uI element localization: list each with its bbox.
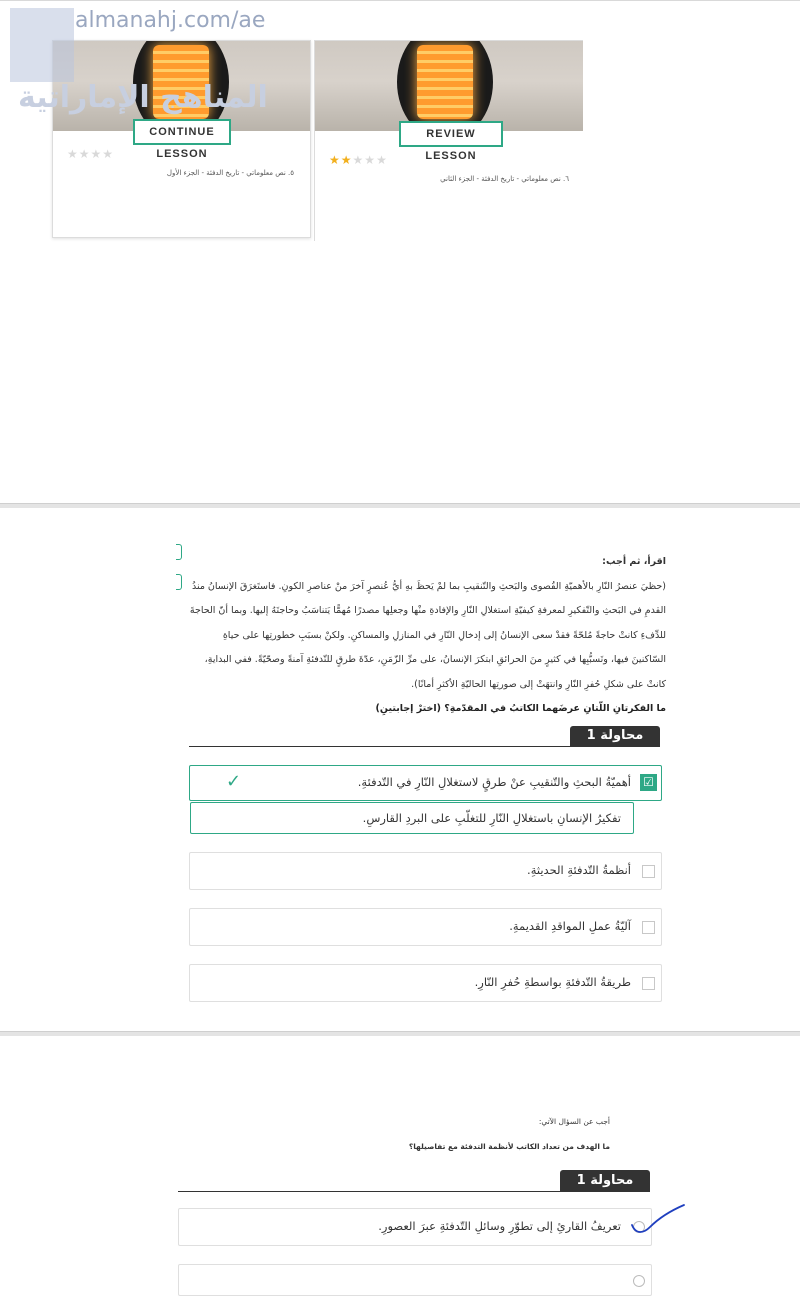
star-icon: ★ [67, 147, 79, 161]
watermark-logo [10, 8, 74, 82]
section-divider [0, 1031, 800, 1036]
option-label: أنظمةُ التّدفئةِ الحديثةِ. [527, 863, 631, 877]
attempt-tab: محاولة 1 [570, 726, 660, 746]
handwritten-mark-icon [630, 1203, 686, 1237]
lesson-subtitle: ٦. نص معلوماتي - تاريخ الدفئة - الجزء الثاني [440, 175, 569, 183]
option-4[interactable] [189, 908, 662, 946]
top-border [0, 0, 800, 1]
star-icon: ★ [340, 153, 353, 167]
option-label: آليّةُ عملِ المواقدِ القديمةِ. [509, 919, 631, 933]
lesson-thumbnail [315, 41, 583, 131]
heater-image [397, 41, 493, 131]
star-icon: ★ [376, 153, 388, 167]
radio-icon[interactable] [633, 1275, 645, 1287]
lesson-card-review[interactable] [314, 40, 583, 241]
checkbox-icon[interactable] [642, 977, 655, 990]
lesson-card-continue[interactable] [52, 40, 311, 238]
question-text: ما الهدف من تعداد الكاتب لأنظمة التدفئة مع تفاصيلها؟ [408, 1142, 610, 1151]
star-icon: ★ [329, 153, 341, 167]
question-text: ما الفكرتانِ اللّتانِ عرضَهما الكاتبُ في المقدّمةِ؟ (اخترْ إجابتينِ) [375, 703, 666, 714]
star-icon: ★ [352, 153, 365, 167]
option-label: أهميّةُ البحثِ والتّنقيبِ عنْ طرقٍ لاستغلالِ النّارِ في التّدفئةِ. [357, 775, 631, 789]
bracket-mark [176, 574, 182, 590]
instruction-text: أجب عن السؤال الآتي: [538, 1117, 610, 1126]
checkbox-icon[interactable] [642, 865, 655, 878]
section-divider [0, 503, 800, 508]
option-1[interactable] [189, 765, 662, 801]
star-icon: ★ [78, 147, 91, 161]
option-label: تفكيرُ الإنسانِ باستغلالِ النّارِ للتغلّبِ على البردِ القارسِ. [362, 811, 621, 825]
correct-check-icon: ✓ [226, 771, 242, 792]
attempt-tab: محاولة 1 [560, 1170, 650, 1191]
option-1[interactable] [178, 1208, 652, 1246]
attempt-underline [178, 1191, 650, 1192]
star-icon: ★ [102, 147, 115, 161]
instruction-text: اقرأ، ثم أجب: [602, 556, 666, 567]
option-2[interactable] [178, 1264, 652, 1296]
checkbox-checked-icon[interactable]: ☑ [640, 774, 657, 791]
option-label: تعريفُ القارئِ إلى تطوّرِ وسائلِ التّدفئةِ عبرَ العصورِ. [378, 1219, 621, 1233]
rating-stars [67, 147, 114, 161]
bracket-mark [176, 544, 182, 560]
review-lesson-button[interactable]: REVIEW LESSON [399, 121, 503, 147]
option-3[interactable] [189, 852, 662, 890]
reading-passage [186, 550, 666, 722]
star-icon: ★ [364, 153, 377, 167]
attempt-underline [189, 746, 660, 747]
star-icon: ★ [90, 147, 103, 161]
watermark-url: almanahj.com/ae [75, 8, 266, 33]
passage-text: (حظيَ عنصرُ النّارِ بالأهميّةِ القُصوى والبَحثِ والتّنقيبِ بما لمْ يَحظَ بهِ أيُّ عُنصرٍ آخرَ منْ عناصرِ الكونِ. فاستَغرَقَ الإنسانُ منذُ القدمِ في البَحثِ والتّفكيرِ لمعرفةِ كيفيّةِ استغلالِ النّارِ والإفادةِ منْها وجعلِها مصدرًا مُهمًّا يَتناسَبُ وحاجتَهُ إليها. وبما أنّ الحاجةَ للدِّفءِ كانتْ حاجةً مُلحّةً فقدْ سعى الإنسانُ إلى إدخالِ النّارِ في المنازلِ والمساكنِ. ولكنْ بسبَبِ خطورتِها على حياةِ السّاكنينَ فيها، وتَسبُّبِها في كثيرٍ منَ الحرائقِ ابتكرَ الإنسانُ، على مرِّ الزّمَنِ، عدّةَ طرقٍ للتّدفئةِ آمنةً وصحّيّةً. ففي البدايةِ، كانتْ على شكلِ حُفرِ النّارِ وانتهَتْ إلى صورتِها الحاليّةِ الأكثرِ أمانًا). [189, 580, 666, 690]
rating-stars [329, 153, 388, 167]
option-5[interactable] [189, 964, 662, 1002]
watermark-brand: المناهج الإماراتية [18, 80, 268, 115]
checkbox-icon[interactable] [642, 921, 655, 934]
lesson-subtitle: ٥. نص معلوماتي - تاريخ الدفئة - الجزء الأول [166, 169, 294, 177]
option-label: طريقةُ التّدفئةِ بواسطةِ حُفرِ النّارِ. [474, 975, 631, 989]
continue-lesson-button[interactable]: CONTINUE LESSON [133, 119, 231, 145]
option-2[interactable] [190, 802, 634, 834]
